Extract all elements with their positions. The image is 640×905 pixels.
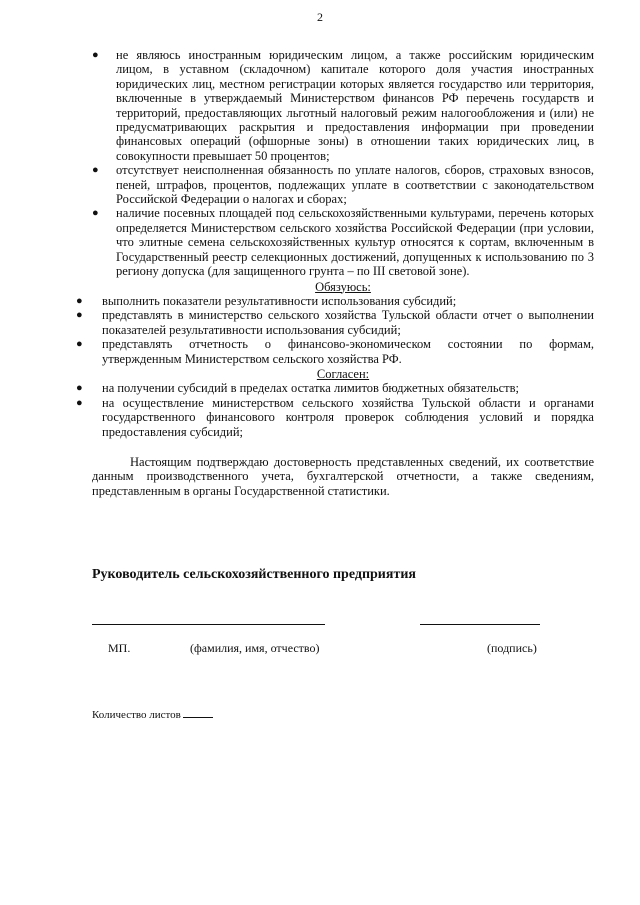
bullet-icon: ● [92,207,99,220]
list-item: ● на получении субсидий в пределах остатка лимитов бюджетных обязательств; [76,381,519,396]
obligations-heading: Обязуюсь: [315,279,371,294]
bullet-icon: ● [92,49,99,61]
list-item: ● представлять в министерство сельского хозяйства Тульской области отчет о выполнении показателей результативности использования субсидий; [76,308,594,337]
confirmation-paragraph: Настоящим подтверждаю достоверность представленных сведений, их соответствие данным производственного учета, бухгалтерской отчетности, а также сведениям, представленным в органы Государственной статистики. [92,454,594,498]
bullet-icon: ● [92,164,99,177]
bullet-icon: ● [76,396,83,409]
bullet-icon: ● [76,309,83,322]
list-item: ● представлять отчетность о финансово-экономическом состоянии по формам, утвержденным Министерством сельского хозяйства РФ. [76,337,594,366]
fio-label: (фамилия, имя, отчество) [190,641,320,655]
list-item: ● не являюсь иностранным юридическим лицом, а также российским юридическим лицом, в уставном (складочном) капитале которого доля участия иностранных юридических лиц, местном регистрации которых является государство или территория, включенные в утверждаемый Министерством финансов РФ перечень государств и территорий, предоставляющих льготный налоговый режим налогообложения и (или) не предусматривающих раскрытия и предоставления информации при проведении финансовых операций (офшорные зоны) в отношении таких юридических лиц, в совокупности превышает 50 процентов; [92,48,594,163]
sign-signature-line [420,624,540,625]
sign-label: (подпись) [487,641,537,655]
obligations-list [76,294,594,366]
sheets-label: Количество листов [92,709,181,721]
list-item: ● на осуществление министерством сельского хозяйства Тульской области и органами государственного финансового контроля проверок соблюдения условий и порядка предоставления субсидий; [76,395,594,439]
stamp-label: МП. [108,641,131,655]
list-item: ● отсутствует неисполненная обязанность по уплате налогов, сборов, страховых взносов, пеней, штрафов, процентов, подлежащих уплате в соответствии с законодательством Российской Федерации о налогах и сборах; [92,163,594,207]
fio-signature-line [92,624,325,625]
document-body [76,48,594,498]
sheets-blank-field [183,707,213,718]
sheets-count [92,707,213,721]
agreement-heading: Согласен: [316,366,370,381]
head-title: Руководитель сельскохозяйственного предприятия [92,567,416,582]
conditions-list [92,48,594,279]
list-item: ● выполнить показатели результативности использования субсидий; [76,293,457,308]
bullet-icon: ● [76,338,83,351]
list-item: ● наличие посевных площадей под сельскохозяйственными культурами, перечень которых определяется Министерством сельского хозяйства Российской Федерации (при условии, что элитные семена сельскохозяйственных культур относятся к сортам, включенным в Государственный реестр селекционных достижений, допущенных к использованию по 3 региону допуска (для защищенного грунта – по III световой зоне). [92,206,594,279]
bullet-icon: ● [76,294,83,307]
bullet-icon: ● [76,382,83,395]
agreement-list [76,381,594,439]
page-number: 2 [317,10,323,24]
